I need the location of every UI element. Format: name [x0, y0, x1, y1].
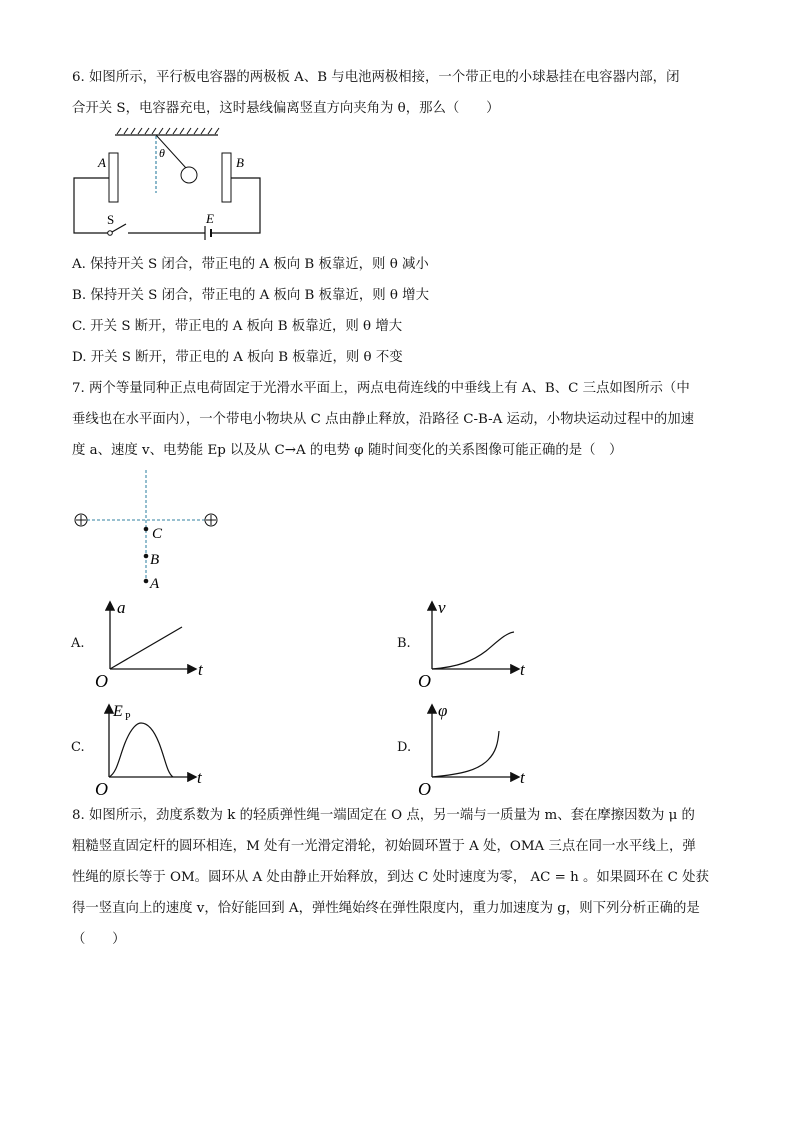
switch-label: S [107, 212, 115, 227]
svg-text:O: O [418, 779, 431, 799]
q6-line-1: 6. 如图所示，平行板电容器的两极板 A、B 与电池两极相接，一个带正电的小球悬挂在电容器内部，闭 [72, 70, 680, 85]
svg-text:t: t [520, 768, 525, 787]
graph-b-label: B. [397, 636, 411, 651]
q8-line-4: 得一竖直向上的速度 v，恰好能回到 A，弹性绳始终在弹性限度内，重力加速度为 g，则下列分析正确的是 [72, 901, 700, 916]
svg-text:O: O [95, 671, 108, 691]
battery-label: E [206, 211, 214, 226]
q7-line-1: 7. 两个等量同种正点电荷固定于光滑水平面上，两点电荷连线的中垂线上有 A、B、C 三点如图所示（中 [72, 381, 690, 396]
q8-line-5: （ ） [72, 932, 126, 947]
svg-text:t: t [197, 768, 202, 787]
q8-line-3: 性绳的原长等于 OM。圆环从 A 处由静止开始释放，到达 C 处时速度为零， AC = h 。如果圆环在 C 处获 [72, 870, 709, 885]
graph-a-label: A. [71, 636, 85, 651]
svg-text:B: B [150, 552, 160, 568]
q7-line-3: 度 a、速度 v、电势能 Ep 以及从 C→A 的电势 φ 随时间变化的关系图像可能正确的是（ ） [72, 443, 623, 458]
svg-text:O: O [95, 779, 108, 799]
graph-d-label: D. [397, 740, 412, 755]
svg-text:C: C [152, 526, 163, 542]
svg-text:t: t [198, 660, 203, 679]
q7-line-2: 垂线也在水平面内），一个带电小物块从 C 点由静止释放，沿路径 C-B-A 运动，小物块运动过程中的加速 [72, 412, 695, 427]
plate-b-label: B [236, 155, 244, 170]
svg-text:E: E [113, 703, 123, 720]
q8-line-1: 8. 如图所示，劲度系数为 k 的轻质弹性绳一端固定在 O 点，另一端与一质量为 m、套在摩擦因数为 μ 的 [72, 808, 695, 823]
graph-c-label: C. [71, 740, 85, 755]
q7-charges-diagram [60, 465, 240, 595]
q6-line-2: 合开关 S，电容器充电，这时悬线偏离竖直方向夹角为 θ，那么（ ） [72, 101, 500, 116]
q6-option-d: D. 开关 S 断开，带正电的 A 板向 B 板靠近，则 θ 不变 [72, 350, 403, 365]
q6-option-c: C. 开关 S 断开，带正电的 A 板向 B 板靠近，则 θ 增大 [72, 319, 403, 334]
svg-text:A: A [150, 576, 160, 592]
svg-text:φ: φ [438, 701, 448, 720]
charged-ball [181, 167, 197, 183]
point-a [144, 579, 149, 584]
plate-a [109, 153, 118, 202]
q6-capacitor-diagram [60, 120, 280, 250]
q6-option-a: A. 保持开关 S 闭合，带正电的 A 板向 B 板靠近，则 θ 减小 [72, 257, 429, 272]
q8-line-2: 粗糙竖直固定杆的圆环相连，M 处有一光滑定滑轮，初始圆环置于 A 处，OMA 三点在同一水平线上，弹 [72, 839, 696, 854]
q6-option-b: B. 保持开关 S 闭合，带正电的 A 板向 B 板靠近，则 θ 增大 [72, 288, 429, 303]
graph-b [418, 595, 548, 690]
svg-text:a: a [117, 598, 126, 617]
svg-text:t: t [520, 660, 525, 679]
positive-charge-right [205, 514, 217, 526]
point-c [144, 527, 149, 532]
svg-text:P: P [125, 712, 131, 723]
graph-a [95, 595, 225, 690]
plate-b [222, 153, 231, 202]
angle-label: θ [159, 146, 165, 160]
switch-pivot [108, 231, 113, 236]
graph-d [418, 698, 548, 798]
positive-charge-left [75, 514, 87, 526]
plate-a-label: A [98, 155, 106, 170]
graph-c [95, 698, 225, 798]
point-b [144, 554, 149, 559]
svg-text:v: v [438, 598, 446, 617]
svg-text:O: O [418, 671, 431, 691]
